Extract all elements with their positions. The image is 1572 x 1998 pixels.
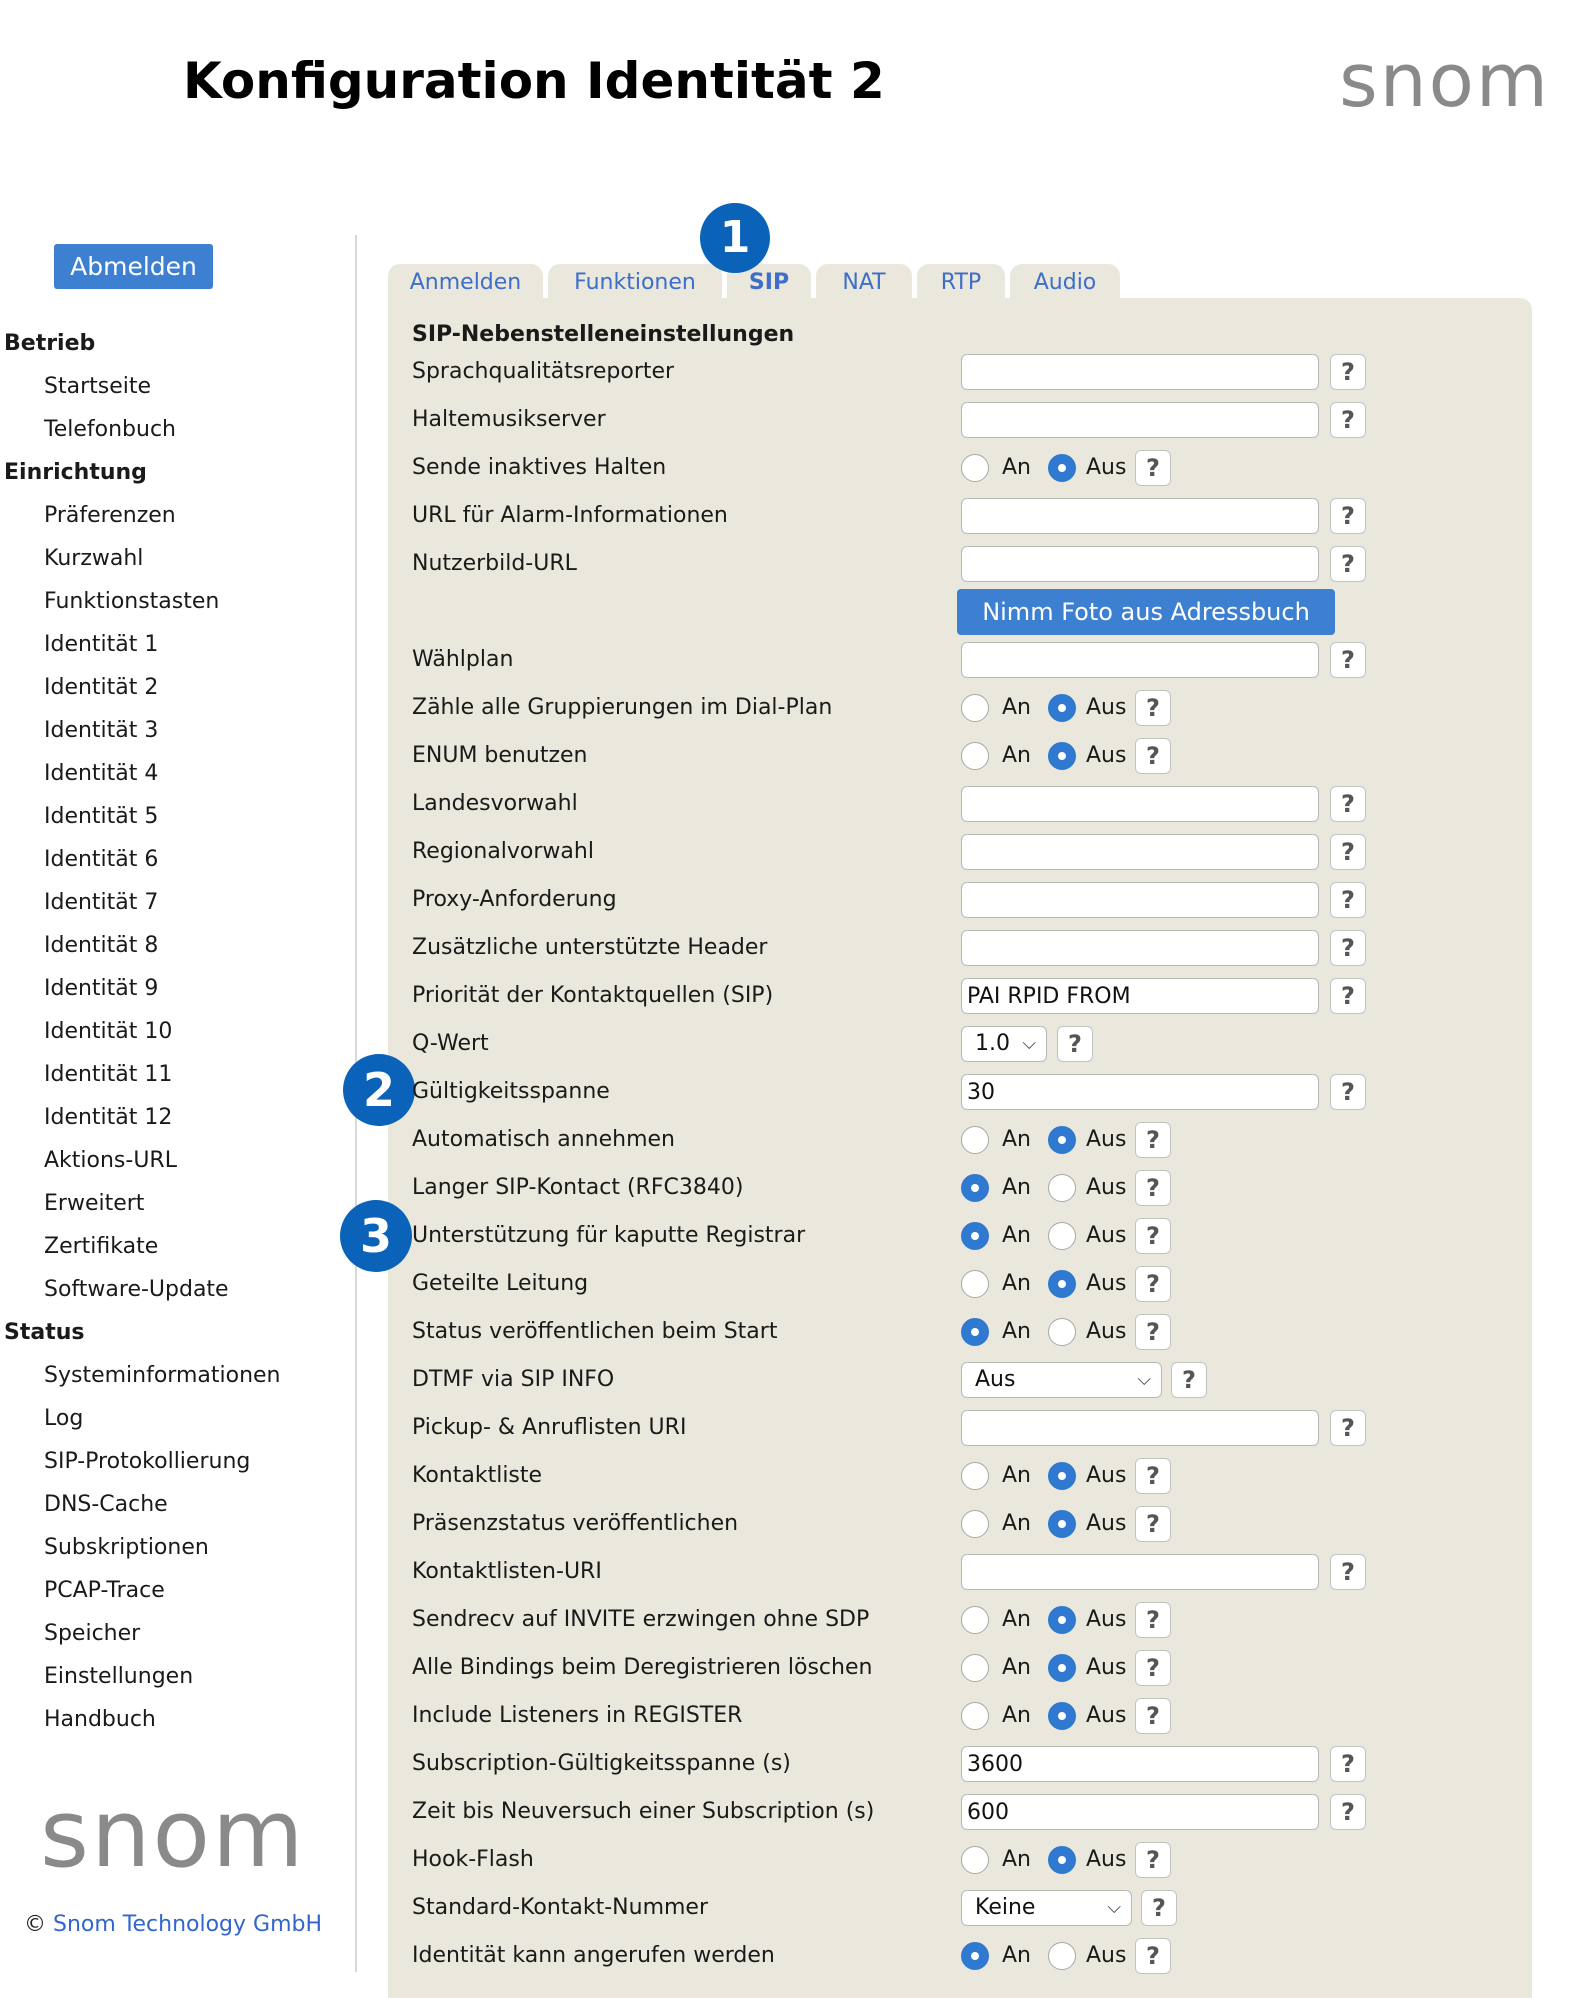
setting-label: Landesvorwahl xyxy=(412,791,578,816)
setting-row-q-wert xyxy=(0,1020,1572,1068)
setting-row-automatisch-annehmen xyxy=(0,1116,1572,1164)
sidebar-item-präferenzen[interactable]: Präferenzen xyxy=(44,503,176,528)
radio-an-label: An xyxy=(1002,1271,1031,1296)
radio-an[interactable] xyxy=(961,1510,989,1538)
help-icon[interactable]: ? xyxy=(1330,1746,1366,1782)
logout-button[interactable]: Abmelden xyxy=(54,244,213,289)
help-icon[interactable]: ? xyxy=(1135,1170,1171,1206)
select-value: 1.0 xyxy=(975,1031,1010,1056)
radio-an-label: An xyxy=(1002,1847,1031,1872)
help-icon[interactable]: ? xyxy=(1330,786,1366,822)
help-icon[interactable]: ? xyxy=(1057,1026,1093,1062)
setting-label: Unterstützung für kaputte Registrar xyxy=(412,1223,806,1248)
step-marker-1: 1 xyxy=(700,203,770,273)
radio-aus[interactable] xyxy=(1048,454,1076,482)
sidebar-item-telefonbuch[interactable]: Telefonbuch xyxy=(44,417,176,442)
radio-aus-label: Aus xyxy=(1086,1847,1127,1872)
zusätzliche-unterstützte-header-input[interactable] xyxy=(961,930,1319,966)
tab-anmelden[interactable]: Anmelden xyxy=(388,264,543,300)
chevron-down-icon: ⌵ xyxy=(1137,1369,1151,1390)
help-icon[interactable]: ? xyxy=(1135,738,1171,774)
setting-row-dtmf-via-sip-info xyxy=(0,1356,1572,1404)
sidebar-item-identität-11[interactable]: Identität 11 xyxy=(44,1062,173,1087)
radio-aus-label: Aus xyxy=(1086,1511,1127,1536)
sprachqualitätsreporter-input[interactable] xyxy=(961,354,1319,390)
tab-rtp[interactable]: RTP xyxy=(917,264,1005,300)
help-icon[interactable]: ? xyxy=(1135,1938,1171,1974)
radio-aus[interactable] xyxy=(1048,1654,1076,1682)
radio-aus[interactable] xyxy=(1048,1174,1076,1202)
chevron-down-icon: ⌵ xyxy=(1022,1033,1036,1054)
radio-aus-label: Aus xyxy=(1086,455,1127,480)
setting-label: Geteilte Leitung xyxy=(412,1271,589,1296)
setting-label: Zähle alle Gruppierungen im Dial-Plan xyxy=(412,695,833,720)
setting-row-langer-sip-kontact-rfc3840 xyxy=(0,1164,1572,1212)
sidebar-item-speicher[interactable]: Speicher xyxy=(44,1621,141,1646)
sidebar-item-pcap-trace[interactable]: PCAP-Trace xyxy=(44,1578,165,1603)
help-icon[interactable]: ? xyxy=(1330,834,1366,870)
help-icon[interactable]: ? xyxy=(1135,1122,1171,1158)
help-icon[interactable]: ? xyxy=(1330,402,1366,438)
snom-logo-sidebar: snom xyxy=(40,1780,306,1889)
sidebar-section-betrieb: Betrieb xyxy=(4,331,96,356)
sidebar-item-log[interactable]: Log xyxy=(44,1406,84,1431)
haltemusikserver-input[interactable] xyxy=(961,402,1319,438)
setting-label: Gültigkeitsspanne xyxy=(412,1079,610,1104)
tab-nat[interactable]: NAT xyxy=(816,264,912,300)
setting-label: ENUM benutzen xyxy=(412,743,588,768)
radio-aus-label: Aus xyxy=(1086,1607,1127,1632)
help-icon[interactable]: ? xyxy=(1330,882,1366,918)
radio-aus[interactable] xyxy=(1048,1702,1076,1730)
help-icon[interactable]: ? xyxy=(1135,690,1171,726)
sidebar-item-identität-3[interactable]: Identität 3 xyxy=(44,718,159,743)
radio-aus-label: Aus xyxy=(1086,1943,1127,1968)
zeit-bis-neuversuch-einer-subscription-s-input[interactable] xyxy=(961,1794,1319,1830)
subscription-gültigkeitsspanne-s-input[interactable] xyxy=(961,1746,1319,1782)
help-icon[interactable]: ? xyxy=(1135,1314,1171,1350)
setting-label: Subscription-Gültigkeitsspanne (s) xyxy=(412,1751,791,1776)
pickup-anruflisten-uri-input[interactable] xyxy=(961,1410,1319,1446)
help-icon[interactable]: ? xyxy=(1135,1842,1171,1878)
setting-label: Include Listeners in REGISTER xyxy=(412,1703,743,1728)
radio-aus-label: Aus xyxy=(1086,1175,1127,1200)
setting-row-zeit-bis-neuversuch-einer-subscription-s xyxy=(0,1788,1572,1836)
radio-an-label: An xyxy=(1002,1943,1031,1968)
sidebar-item-startseite[interactable]: Startseite xyxy=(44,374,152,399)
help-icon[interactable]: ? xyxy=(1330,354,1366,390)
select-value: Aus xyxy=(975,1367,1016,1392)
sidebar-item-identität-6[interactable]: Identität 6 xyxy=(44,847,159,872)
help-icon[interactable]: ? xyxy=(1135,1506,1171,1542)
setting-label: Pickup- & Anruflisten URI xyxy=(412,1415,687,1440)
tab-audio[interactable]: Audio xyxy=(1010,264,1120,300)
radio-an[interactable] xyxy=(961,1654,989,1682)
radio-aus-label: Aus xyxy=(1086,1703,1127,1728)
sidebar-item-aktions-url[interactable]: Aktions-URL xyxy=(44,1148,177,1173)
radio-an-label: An xyxy=(1002,1223,1031,1248)
setting-label: Automatisch annehmen xyxy=(412,1127,675,1152)
setting-label: Alle Bindings beim Deregistrieren löschen xyxy=(412,1655,873,1680)
company-link[interactable]: Snom Technology GmbH xyxy=(53,1912,323,1937)
setting-row-hook-flash xyxy=(0,1836,1572,1884)
radio-an-label: An xyxy=(1002,743,1031,768)
radio-an-label: An xyxy=(1002,1127,1031,1152)
help-icon[interactable]: ? xyxy=(1135,1266,1171,1302)
help-icon[interactable]: ? xyxy=(1135,450,1171,486)
setting-row-gültigkeitsspanne xyxy=(0,1068,1572,1116)
help-icon[interactable]: ? xyxy=(1135,1602,1171,1638)
sidebar-item-identität-1[interactable]: Identität 1 xyxy=(44,632,159,657)
dtmf-via-sip-info-select[interactable] xyxy=(961,1362,1162,1398)
setting-row-präsenzstatus-veröffentlichen xyxy=(0,1500,1572,1548)
help-icon[interactable]: ? xyxy=(1171,1362,1207,1398)
help-icon[interactable]: ? xyxy=(1330,1554,1366,1590)
step-marker-3: 3 xyxy=(340,1200,412,1272)
setting-row-geteilte-leitung xyxy=(0,1260,1572,1308)
help-icon[interactable]: ? xyxy=(1135,1218,1171,1254)
radio-an-label: An xyxy=(1002,1463,1031,1488)
setting-row-zusätzliche-unterstützte-header xyxy=(0,924,1572,972)
sidebar-item-kurzwahl[interactable]: Kurzwahl xyxy=(44,546,144,571)
radio-an-label: An xyxy=(1002,1175,1031,1200)
setting-row-haltemusikserver xyxy=(0,396,1572,444)
radio-an-label: An xyxy=(1002,455,1031,480)
sidebar-item-zertifikate[interactable]: Zertifikate xyxy=(44,1234,159,1259)
sidebar-item-einstellungen[interactable]: Einstellungen xyxy=(44,1664,194,1689)
setting-row-identität-kann-angerufen-werden xyxy=(0,1932,1572,1980)
step-marker-2: 2 xyxy=(343,1054,415,1126)
q-wert-select[interactable] xyxy=(961,1026,1047,1062)
radio-aus[interactable] xyxy=(1048,1270,1076,1298)
help-icon[interactable]: ? xyxy=(1135,1650,1171,1686)
sidebar-item-erweitert[interactable]: Erweitert xyxy=(44,1191,145,1216)
radio-an[interactable] xyxy=(961,1270,989,1298)
setting-row-sende-inaktives-halten xyxy=(0,444,1572,492)
sidebar-item-sip-protokollierung[interactable]: SIP-Protokollierung xyxy=(44,1449,251,1474)
setting-row-proxy-anforderung xyxy=(0,876,1572,924)
copyright-symbol: © xyxy=(24,1912,46,1937)
proxy-anforderung-input[interactable] xyxy=(961,882,1319,918)
radio-aus[interactable] xyxy=(1048,1606,1076,1634)
radio-an-label: An xyxy=(1002,1319,1031,1344)
sidebar-item-identität-9[interactable]: Identität 9 xyxy=(44,976,159,1001)
setting-label: Zusätzliche unterstützte Header xyxy=(412,935,768,960)
setting-row-wählplan xyxy=(0,636,1572,684)
sidebar-item-identität-7[interactable]: Identität 7 xyxy=(44,890,159,915)
help-icon[interactable]: ? xyxy=(1135,1698,1171,1734)
standard-kontakt-nummer-select[interactable] xyxy=(961,1890,1132,1926)
radio-an[interactable] xyxy=(961,1846,989,1874)
setting-row-kontaktlisten-uri xyxy=(0,1548,1572,1596)
setting-row-subscription-gültigkeitsspanne-s xyxy=(0,1740,1572,1788)
setting-label: DTMF via SIP INFO xyxy=(412,1367,615,1392)
setting-label: Langer SIP-Kontact (RFC3840) xyxy=(412,1175,744,1200)
setting-row-alle-bindings-beim-deregistrieren-löschen xyxy=(0,1644,1572,1692)
priorität-der-kontaktquellen-sip-input[interactable] xyxy=(961,978,1319,1014)
radio-aus[interactable] xyxy=(1048,1222,1076,1250)
setting-row-kontaktliste xyxy=(0,1452,1572,1500)
page-title: Konfiguration Identität 2 xyxy=(183,52,885,110)
radio-aus[interactable] xyxy=(1048,1318,1076,1346)
radio-an-label: An xyxy=(1002,1607,1031,1632)
radio-an-label: An xyxy=(1002,1703,1031,1728)
setting-label: Zeit bis Neuversuch einer Subscription (s) xyxy=(412,1799,875,1824)
sidebar-section-status: Status xyxy=(4,1320,85,1345)
url-für-alarm-informationen-input[interactable] xyxy=(961,498,1319,534)
setting-row-zähle-alle-gruppierungen-im-dial-plan xyxy=(0,684,1572,732)
wählplan-input[interactable] xyxy=(961,642,1319,678)
help-icon[interactable]: ? xyxy=(1330,498,1366,534)
sidebar-item-identität-5[interactable]: Identität 5 xyxy=(44,804,159,829)
radio-an-label: An xyxy=(1002,1511,1031,1536)
setting-label: Priorität der Kontaktquellen (SIP) xyxy=(412,983,774,1008)
setting-row-url-für-alarm-informationen xyxy=(0,492,1572,540)
setting-row-include-listeners-in-register xyxy=(0,1692,1572,1740)
help-icon[interactable]: ? xyxy=(1330,1410,1366,1446)
setting-label: URL für Alarm-Informationen xyxy=(412,503,728,528)
radio-aus[interactable] xyxy=(1048,1510,1076,1538)
sidebar-item-identität-12[interactable]: Identität 12 xyxy=(44,1105,173,1130)
radio-an[interactable] xyxy=(961,1174,989,1202)
chevron-down-icon: ⌵ xyxy=(1107,1897,1121,1918)
radio-aus[interactable] xyxy=(1048,1126,1076,1154)
radio-aus[interactable] xyxy=(1048,1462,1076,1490)
nutzerbild-url-input[interactable] xyxy=(961,546,1319,582)
setting-row-regionalvorwahl xyxy=(0,828,1572,876)
setting-label: Kontaktlisten-URI xyxy=(412,1559,602,1584)
setting-row-unterstützung-für-kaputte-registrar xyxy=(0,1212,1572,1260)
setting-label: Haltemusikserver xyxy=(412,407,606,432)
radio-an-label: An xyxy=(1002,1655,1031,1680)
help-icon[interactable]: ? xyxy=(1330,978,1366,1014)
sidebar-item-identität-8[interactable]: Identität 8 xyxy=(44,933,159,958)
help-icon[interactable]: ? xyxy=(1330,930,1366,966)
radio-an[interactable] xyxy=(961,1222,989,1250)
setting-label: Präsenzstatus veröffentlichen xyxy=(412,1511,739,1536)
help-icon[interactable]: ? xyxy=(1330,546,1366,582)
select-value: Keine xyxy=(975,1895,1036,1920)
radio-aus-label: Aus xyxy=(1086,1463,1127,1488)
sidebar-item-dns-cache[interactable]: DNS-Cache xyxy=(44,1492,168,1517)
kontaktlisten-uri-input[interactable] xyxy=(961,1554,1319,1590)
radio-an[interactable] xyxy=(961,1126,989,1154)
radio-aus-label: Aus xyxy=(1086,743,1127,768)
setting-label: Hook-Flash xyxy=(412,1847,534,1872)
setting-row-status-veröffentlichen-beim-start xyxy=(0,1308,1572,1356)
setting-label: Identität kann angerufen werden xyxy=(412,1943,775,1968)
tab-funktionen[interactable]: Funktionen xyxy=(548,264,722,300)
setting-label: Sendrecv auf INVITE erzwingen ohne SDP xyxy=(412,1607,870,1632)
sidebar-item-systeminformationen[interactable]: Systeminformationen xyxy=(44,1363,281,1388)
setting-row-priorität-der-kontaktquellen-sip xyxy=(0,972,1572,1020)
radio-aus[interactable] xyxy=(1048,742,1076,770)
setting-row-sprachqualitätsreporter xyxy=(0,348,1572,396)
tab-sip[interactable]: SIP xyxy=(727,264,811,300)
help-icon[interactable]: ? xyxy=(1330,1074,1366,1110)
radio-an[interactable] xyxy=(961,454,989,482)
landesvorwahl-input[interactable] xyxy=(961,786,1319,822)
radio-aus-label: Aus xyxy=(1086,1223,1127,1248)
setting-label: Q-Wert xyxy=(412,1031,489,1056)
radio-an[interactable] xyxy=(961,1318,989,1346)
radio-aus-label: Aus xyxy=(1086,1271,1127,1296)
radio-an[interactable] xyxy=(961,742,989,770)
regionalvorwahl-input[interactable] xyxy=(961,834,1319,870)
setting-label: Proxy-Anforderung xyxy=(412,887,617,912)
radio-aus-label: Aus xyxy=(1086,695,1127,720)
setting-row-enum-benutzen xyxy=(0,732,1572,780)
setting-row-standard-kontakt-nummer xyxy=(0,1884,1572,1932)
section-title: SIP-Nebenstelleneinstellungen xyxy=(412,322,795,347)
help-icon[interactable]: ? xyxy=(1141,1890,1177,1926)
sidebar-item-software-update[interactable]: Software-Update xyxy=(44,1277,229,1302)
radio-an-label: An xyxy=(1002,695,1031,720)
radio-aus[interactable] xyxy=(1048,1942,1076,1970)
help-icon[interactable]: ? xyxy=(1135,1458,1171,1494)
radio-aus-label: Aus xyxy=(1086,1655,1127,1680)
radio-aus[interactable] xyxy=(1048,1846,1076,1874)
radio-aus[interactable] xyxy=(1048,694,1076,722)
snom-logo: snom xyxy=(1339,38,1550,124)
setting-label: Regionalvorwahl xyxy=(412,839,594,864)
sidebar-item-identität-2[interactable]: Identität 2 xyxy=(44,675,159,700)
sidebar-item-subskriptionen[interactable]: Subskriptionen xyxy=(44,1535,209,1560)
sidebar-item-funktionstasten[interactable]: Funktionstasten xyxy=(44,589,220,614)
sidebar-item-identität-10[interactable]: Identität 10 xyxy=(44,1019,173,1044)
setting-label: Kontaktliste xyxy=(412,1463,543,1488)
help-icon[interactable]: ? xyxy=(1330,642,1366,678)
radio-an[interactable] xyxy=(961,1942,989,1970)
setting-label: Wählplan xyxy=(412,647,514,672)
setting-label: Sende inaktives Halten xyxy=(412,455,667,480)
setting-label: Status veröffentlichen beim Start xyxy=(412,1319,778,1344)
radio-an[interactable] xyxy=(961,694,989,722)
setting-row-landesvorwahl xyxy=(0,780,1572,828)
setting-row-sendrecv-auf-invite-erzwingen-ohne-sdp xyxy=(0,1596,1572,1644)
setting-row-nutzerbild-url xyxy=(0,540,1572,588)
setting-label: Nutzerbild-URL xyxy=(412,551,577,576)
sidebar-item-identität-4[interactable]: Identität 4 xyxy=(44,761,159,786)
setting-label: Standard-Kontakt-Nummer xyxy=(412,1895,709,1920)
photo-from-addressbook-button[interactable]: Nimm Foto aus Adressbuch xyxy=(957,589,1335,635)
radio-an[interactable] xyxy=(961,1606,989,1634)
radio-an[interactable] xyxy=(961,1702,989,1730)
radio-aus-label: Aus xyxy=(1086,1127,1127,1152)
setting-label: Sprachqualitätsreporter xyxy=(412,359,675,384)
sidebar-section-einrichtung: Einrichtung xyxy=(4,460,147,485)
help-icon[interactable]: ? xyxy=(1330,1794,1366,1830)
setting-row-pickup-anruflisten-uri xyxy=(0,1404,1572,1452)
radio-aus-label: Aus xyxy=(1086,1319,1127,1344)
sidebar-item-handbuch[interactable]: Handbuch xyxy=(44,1707,156,1732)
gültigkeitsspanne-input[interactable] xyxy=(961,1074,1319,1110)
radio-an[interactable] xyxy=(961,1462,989,1490)
